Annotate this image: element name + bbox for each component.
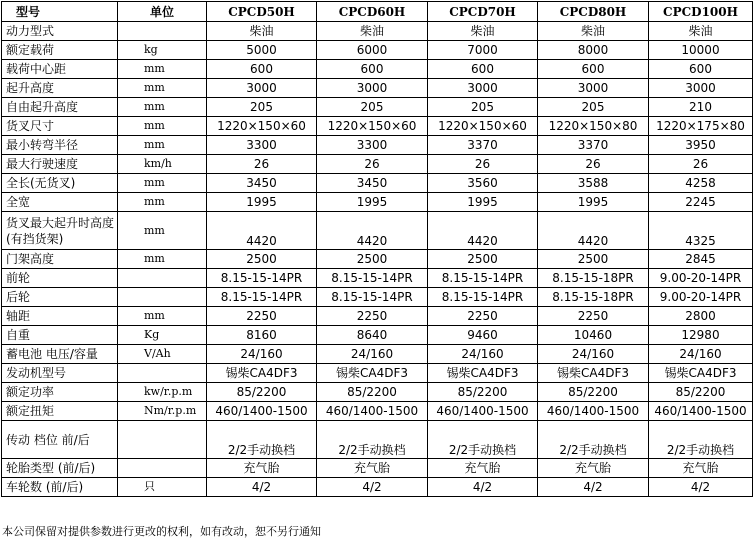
param-label: 发动机型号 xyxy=(2,364,118,383)
value-cell: 460/1400-1500 xyxy=(207,402,317,421)
value-cell: 1220×175×80 xyxy=(649,117,753,136)
value-cell: 充气胎 xyxy=(428,459,538,478)
value-cell: 充气胎 xyxy=(207,459,317,478)
value-cell: 4/2 xyxy=(317,478,428,497)
unit-cell: km/h xyxy=(118,155,207,174)
value-cell: 3000 xyxy=(207,79,317,98)
value-cell: 2800 xyxy=(649,307,753,326)
value-cell: 3450 xyxy=(207,174,317,193)
value-cell: 锡柴CA4DF3 xyxy=(649,364,753,383)
value-cell: 2845 xyxy=(649,250,753,269)
value-cell: 3450 xyxy=(317,174,428,193)
param-label: 前轮 xyxy=(2,269,118,288)
table-row xyxy=(2,117,753,136)
value-cell: 3300 xyxy=(317,136,428,155)
value-cell: 2/2手动换档 xyxy=(428,421,538,459)
value-cell: 7000 xyxy=(428,41,538,60)
value-cell: 24/160 xyxy=(649,345,753,364)
value-cell: 4258 xyxy=(649,174,753,193)
param-label: 额定扭矩 xyxy=(2,402,118,421)
unit-cell: mm xyxy=(118,174,207,193)
value-cell: 8.15-15-14PR xyxy=(317,288,428,307)
value-cell: 600 xyxy=(207,60,317,79)
value-cell: 3950 xyxy=(649,136,753,155)
header-cpcd70h: CPCD70H xyxy=(428,2,538,22)
value-cell: 2245 xyxy=(649,193,753,212)
value-cell: 600 xyxy=(538,60,649,79)
param-label: 最大行驶速度 xyxy=(2,155,118,174)
value-cell: 85/2200 xyxy=(428,383,538,402)
value-cell: 600 xyxy=(317,60,428,79)
param-label: 自由起升高度 xyxy=(2,98,118,117)
unit-cell: Kg xyxy=(118,326,207,345)
value-cell: 2250 xyxy=(428,307,538,326)
value-cell: 4420 xyxy=(538,212,649,250)
value-cell: 充气胎 xyxy=(649,459,753,478)
table-row xyxy=(2,402,753,421)
value-cell: 2500 xyxy=(317,250,428,269)
value-cell: 柴油 xyxy=(317,22,428,41)
unit-cell: mm xyxy=(118,307,207,326)
value-cell: 4420 xyxy=(428,212,538,250)
value-cell: 3370 xyxy=(428,136,538,155)
value-cell: 锡柴CA4DF3 xyxy=(207,364,317,383)
value-cell: 1995 xyxy=(428,193,538,212)
value-cell: 1995 xyxy=(538,193,649,212)
unit-cell: 只 xyxy=(118,478,207,497)
table-row xyxy=(2,345,753,364)
unit-cell: V/Ah xyxy=(118,345,207,364)
header-cpcd80h: CPCD80H xyxy=(538,2,649,22)
value-cell: 460/1400-1500 xyxy=(649,402,753,421)
table-row xyxy=(2,79,753,98)
value-cell: 8640 xyxy=(317,326,428,345)
value-cell: 26 xyxy=(207,155,317,174)
table-row xyxy=(2,193,753,212)
unit-cell: mm xyxy=(118,117,207,136)
value-cell: 2250 xyxy=(207,307,317,326)
value-cell: 锡柴CA4DF3 xyxy=(428,364,538,383)
value-cell: 24/160 xyxy=(538,345,649,364)
value-cell: 3000 xyxy=(317,79,428,98)
param-label: 全宽 xyxy=(2,193,118,212)
value-cell: 3000 xyxy=(649,79,753,98)
value-cell: 4/2 xyxy=(538,478,649,497)
value-cell: 1220×150×60 xyxy=(317,117,428,136)
value-cell: 2/2手动换档 xyxy=(317,421,428,459)
table-row xyxy=(2,364,753,383)
value-cell: 锡柴CA4DF3 xyxy=(317,364,428,383)
param-label: 车轮数 (前/后) xyxy=(2,478,118,497)
param-label: 货叉最大起升时高度(有挡货架) xyxy=(2,212,118,250)
value-cell: 24/160 xyxy=(317,345,428,364)
value-cell: 4/2 xyxy=(428,478,538,497)
value-cell: 205 xyxy=(428,98,538,117)
value-cell: 6000 xyxy=(317,41,428,60)
value-cell: 2250 xyxy=(317,307,428,326)
value-cell: 1995 xyxy=(207,193,317,212)
table-row xyxy=(2,60,753,79)
table-row xyxy=(2,212,753,250)
value-cell: 8.15-15-18PR xyxy=(538,288,649,307)
value-cell: 85/2200 xyxy=(317,383,428,402)
spec-table xyxy=(1,1,753,497)
param-label: 全长(无货叉) xyxy=(2,174,118,193)
param-label: 额定载荷 xyxy=(2,41,118,60)
value-cell: 1220×150×60 xyxy=(207,117,317,136)
value-cell: 1220×150×80 xyxy=(538,117,649,136)
table-row xyxy=(2,136,753,155)
param-label: 额定功率 xyxy=(2,383,118,402)
header-cpcd60h: CPCD60H xyxy=(317,2,428,22)
unit-cell: Nm/r.p.m xyxy=(118,402,207,421)
value-cell: 3300 xyxy=(207,136,317,155)
param-label: 动力型式 xyxy=(2,22,118,41)
value-cell: 柴油 xyxy=(649,22,753,41)
value-cell: 205 xyxy=(538,98,649,117)
value-cell: 3588 xyxy=(538,174,649,193)
value-cell: 8000 xyxy=(538,41,649,60)
value-cell: 2/2手动换档 xyxy=(538,421,649,459)
value-cell: 2/2手动换档 xyxy=(649,421,753,459)
unit-cell: mm xyxy=(118,250,207,269)
table-row xyxy=(2,98,753,117)
value-cell: 8.15-15-14PR xyxy=(207,288,317,307)
value-cell: 24/160 xyxy=(428,345,538,364)
unit-cell: kw/r.p.m xyxy=(118,383,207,402)
param-label: 后轮 xyxy=(2,288,118,307)
header-cpcd100h: CPCD100H xyxy=(649,2,753,22)
value-cell: 3000 xyxy=(538,79,649,98)
value-cell: 10000 xyxy=(649,41,753,60)
value-cell: 26 xyxy=(428,155,538,174)
value-cell: 1995 xyxy=(317,193,428,212)
unit-cell xyxy=(118,288,207,307)
param-label: 载荷中心距 xyxy=(2,60,118,79)
unit-cell: mm xyxy=(118,98,207,117)
unit-cell: mm xyxy=(118,193,207,212)
value-cell: 9460 xyxy=(428,326,538,345)
value-cell: 10460 xyxy=(538,326,649,345)
param-label: 货叉尺寸 xyxy=(2,117,118,136)
value-cell: 1220×150×60 xyxy=(428,117,538,136)
param-label: 自重 xyxy=(2,326,118,345)
unit-cell xyxy=(118,364,207,383)
value-cell: 600 xyxy=(428,60,538,79)
param-label: 蓄电池 电压/容量 xyxy=(2,345,118,364)
table-row xyxy=(2,155,753,174)
value-cell: 柴油 xyxy=(538,22,649,41)
disclaimer-note: 本公司保留对提供参数进行更改的权利，如有改动，恕不另行通知 xyxy=(2,525,321,538)
value-cell: 9.00-20-14PR xyxy=(649,269,753,288)
value-cell: 600 xyxy=(649,60,753,79)
value-cell: 8.15-15-14PR xyxy=(207,269,317,288)
unit-cell: kg xyxy=(118,41,207,60)
value-cell: 2/2手动换档 xyxy=(207,421,317,459)
value-cell: 2500 xyxy=(428,250,538,269)
param-label: 轮胎类型 (前/后) xyxy=(2,459,118,478)
table-row xyxy=(2,383,753,402)
value-cell: 24/160 xyxy=(207,345,317,364)
value-cell: 460/1400-1500 xyxy=(538,402,649,421)
value-cell: 12980 xyxy=(649,326,753,345)
table-row xyxy=(2,250,753,269)
unit-cell: mm xyxy=(118,60,207,79)
param-label: 起升高度 xyxy=(2,79,118,98)
table-row xyxy=(2,269,753,288)
unit-cell xyxy=(118,459,207,478)
value-cell: 2250 xyxy=(538,307,649,326)
param-label: 门架高度 xyxy=(2,250,118,269)
table-row xyxy=(2,41,753,60)
value-cell: 柴油 xyxy=(428,22,538,41)
value-cell: 9.00-20-14PR xyxy=(649,288,753,307)
table-row xyxy=(2,326,753,345)
value-cell: 85/2200 xyxy=(649,383,753,402)
value-cell: 8.15-15-14PR xyxy=(428,288,538,307)
value-cell: 205 xyxy=(207,98,317,117)
unit-cell xyxy=(118,421,207,459)
value-cell: 3000 xyxy=(428,79,538,98)
value-cell: 4325 xyxy=(649,212,753,250)
value-cell: 柴油 xyxy=(207,22,317,41)
value-cell: 85/2200 xyxy=(207,383,317,402)
unit-cell: mm xyxy=(118,136,207,155)
value-cell: 26 xyxy=(538,155,649,174)
value-cell: 8160 xyxy=(207,326,317,345)
value-cell: 460/1400-1500 xyxy=(317,402,428,421)
value-cell: 3370 xyxy=(538,136,649,155)
table-row xyxy=(2,22,753,41)
value-cell: 充气胎 xyxy=(538,459,649,478)
param-label: 最小转弯半径 xyxy=(2,136,118,155)
value-cell: 4/2 xyxy=(207,478,317,497)
unit-cell: mm xyxy=(118,79,207,98)
table-row xyxy=(2,478,753,497)
header-cpcd50h: CPCD50H xyxy=(207,2,317,22)
table-row xyxy=(2,174,753,193)
value-cell: 26 xyxy=(317,155,428,174)
unit-cell xyxy=(118,269,207,288)
value-cell: 4/2 xyxy=(649,478,753,497)
value-cell: 4420 xyxy=(317,212,428,250)
unit-cell xyxy=(118,22,207,41)
value-cell: 460/1400-1500 xyxy=(428,402,538,421)
value-cell: 8.15-15-18PR xyxy=(538,269,649,288)
value-cell: 2500 xyxy=(538,250,649,269)
header-row xyxy=(2,2,753,22)
value-cell: 210 xyxy=(649,98,753,117)
value-cell: 2500 xyxy=(207,250,317,269)
header-unit: 单位 xyxy=(118,2,207,22)
table-row xyxy=(2,288,753,307)
value-cell: 4420 xyxy=(207,212,317,250)
value-cell: 8.15-15-14PR xyxy=(428,269,538,288)
header-model: 型号 xyxy=(2,2,118,22)
param-label: 轴距 xyxy=(2,307,118,326)
value-cell: 85/2200 xyxy=(538,383,649,402)
value-cell: 3560 xyxy=(428,174,538,193)
value-cell: 26 xyxy=(649,155,753,174)
value-cell: 5000 xyxy=(207,41,317,60)
table-row xyxy=(2,421,753,459)
value-cell: 205 xyxy=(317,98,428,117)
value-cell: 锡柴CA4DF3 xyxy=(538,364,649,383)
table-row xyxy=(2,307,753,326)
value-cell: 8.15-15-14PR xyxy=(317,269,428,288)
table-row xyxy=(2,459,753,478)
param-label: 传动 档位 前/后 xyxy=(2,421,118,459)
unit-cell: mm xyxy=(118,212,207,250)
value-cell: 充气胎 xyxy=(317,459,428,478)
